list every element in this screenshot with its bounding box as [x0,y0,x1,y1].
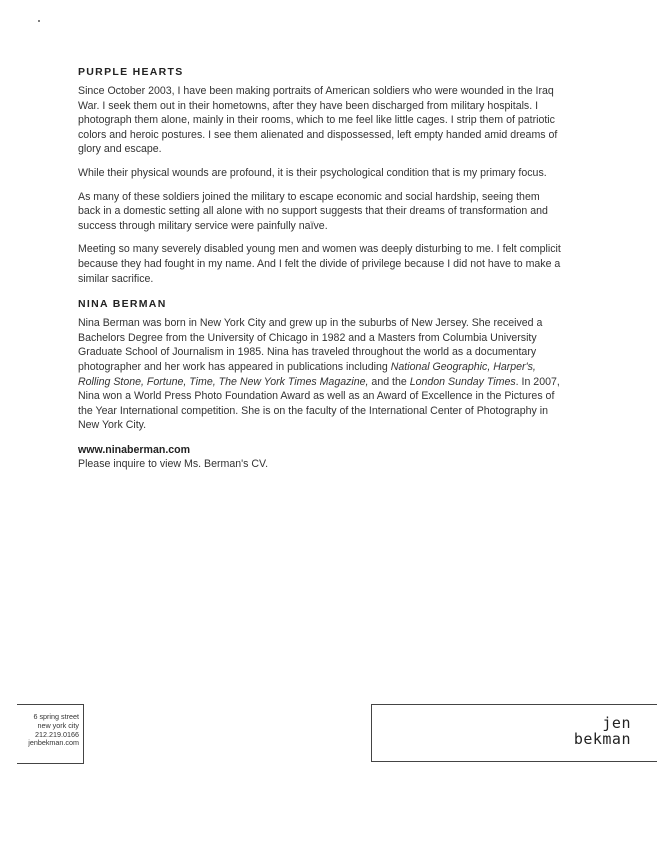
bio-text: Nina Berman was born in New York City and grew up in the suburbs of New Jersey. She received a Bachelors Degree from the University of Chicago in 1982 and a Masters from Columbia University Graduate School of Journalism in 1985. Nina has traveled throughout the world as a documentary photographer and her work has appeared in publications including [78,317,543,373]
address-website[interactable]: jenbekman.com [28,738,79,748]
bio-heading: NINA BERMAN [78,298,167,311]
bio-paragraph [78,316,564,433]
bio-text: and the [368,375,410,388]
gallery-address-box [17,704,84,764]
article-paragraph: While their physical wounds are profound, it is their psychological condition that is my primary focus. [78,166,547,179]
article-heading: PURPLE HEARTS [78,66,184,78]
gallery-logo [574,715,631,747]
logo-line: bekman [573,730,631,748]
bio-section [78,298,564,472]
bio-text: . In 2007, Nina won a World Press Photo Foundation Award as well as an Award of Excellence in the Pictures of the Year International competition. She is on the faculty of the International Center of Photography in New York City. [78,375,560,432]
article-paragraph: Meeting so many severely disabled young men and women was deeply disturbing to me. I felt complicit because they had fought in my name. And I felt the divide of privilege because I did not have to make a similar sacrifice. [78,243,561,285]
address-city: new york city [37,720,79,730]
address-phone: 212.219.0166 [35,729,79,739]
page-content [78,66,564,472]
article-paragraph: Since October 2003, I have been making portraits of American soldiers who were wounded in the Iraq War. I seek them out in their hometowns, after they have been discharged from military hospitals. I photograph them alone, mainly in their rooms, which to me feel like little cages. I strip them of patriotic colors and heroic postures. I see them alienated and dispossessed, left empty handed amid dreams of glory and escape. [78,85,558,156]
article-paragraph: As many of these soldiers joined the military to escape economic and social hardship, seeing them back in a domestic setting all alone with no support suggests that their dreams of transformation and success through military service were painfully naïve. [78,190,548,232]
bio-publications: National Geographic, Harper's, Rolling Stone, Fortune, Time, The New York Times Magazine, [78,360,536,388]
website-link[interactable]: www.ninaberman.com [78,443,191,456]
cv-inquiry-text: Please inquire to view Ms. Berman's CV. [78,458,269,471]
scan-speck [38,20,40,22]
gallery-logo-box [371,704,657,762]
article-section [78,66,564,286]
address-street: 6 spring street [33,712,79,721]
bio-publication: London Sunday Times [409,375,516,388]
logo-line: jen [602,714,631,732]
gallery-address [28,713,79,748]
